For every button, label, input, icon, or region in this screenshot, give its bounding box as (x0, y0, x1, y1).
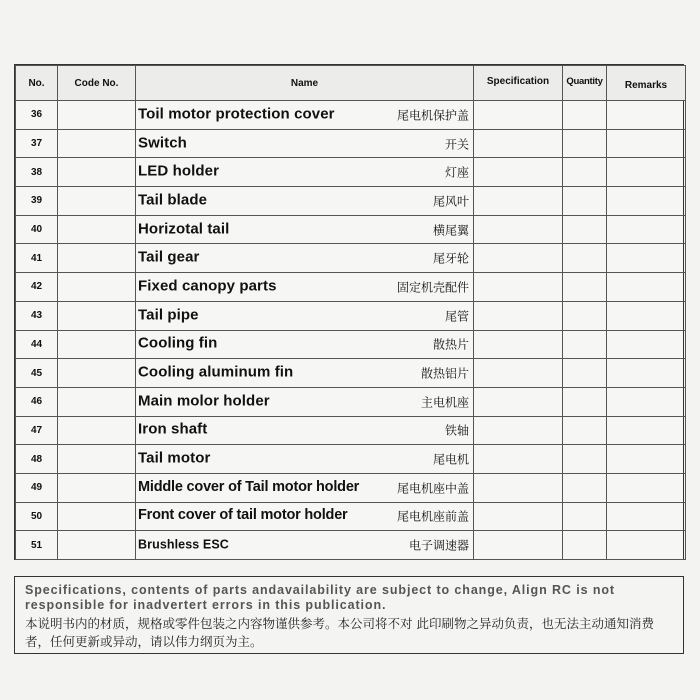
code-no-cell (58, 215, 136, 244)
code-no-cell (58, 531, 136, 560)
row-number: 46 (16, 387, 58, 416)
part-name-english: Tail motor (138, 449, 211, 467)
table-row (16, 215, 686, 244)
part-name-chinese: 开关 (444, 137, 469, 152)
row-number: 43 (16, 301, 58, 330)
parts-table (15, 65, 686, 560)
row-number: 44 (16, 330, 58, 359)
part-name-english: Brushless ESC (138, 537, 229, 552)
row-number: 48 (16, 445, 58, 474)
code-no-cell (58, 387, 136, 416)
part-name-chinese: 尾风叶 (432, 194, 469, 209)
part-name-chinese: 散热铝片 (420, 366, 469, 381)
quantity-cell (563, 359, 607, 388)
part-name-cell (136, 473, 474, 502)
code-no-cell (58, 101, 136, 130)
specification-cell (474, 244, 563, 273)
part-name-cell (136, 158, 474, 187)
part-name-cell (136, 502, 474, 531)
part-name-cell (136, 101, 474, 130)
part-name-english: Tail pipe (138, 306, 199, 324)
remarks-cell (607, 359, 686, 388)
part-name-cell (136, 273, 474, 302)
row-number: 51 (16, 531, 58, 560)
row-number: 39 (16, 187, 58, 216)
table-row (16, 359, 686, 388)
remarks-cell (607, 158, 686, 187)
remarks-cell (607, 273, 686, 302)
disclaimer-english: Specifications, contents of parts andavailability are subject to change, Align RC is not responsible for inadvertert errors in this publication. (25, 583, 615, 612)
quantity-cell (563, 158, 607, 187)
part-name-chinese: 尾电机座前盖 (396, 509, 469, 524)
parts-table-frame (14, 64, 684, 560)
specification-cell (474, 473, 563, 502)
table-row (16, 301, 686, 330)
remarks-cell (607, 531, 686, 560)
remarks-cell (607, 387, 686, 416)
table-row (16, 416, 686, 445)
code-no-cell (58, 359, 136, 388)
table-row (16, 158, 686, 187)
part-name-chinese: 尾电机座中盖 (396, 481, 469, 496)
part-name-english: Iron shaft (138, 421, 208, 439)
row-number: 41 (16, 244, 58, 273)
part-name-english: Tail gear (138, 248, 200, 266)
part-name-cell (136, 531, 474, 560)
specification-cell (474, 301, 563, 330)
quantity-cell (563, 330, 607, 359)
code-no-cell (58, 416, 136, 445)
row-number: 38 (16, 158, 58, 187)
part-name-chinese: 固定机壳配件 (396, 280, 469, 295)
row-number: 47 (16, 416, 58, 445)
specification-cell (474, 416, 563, 445)
part-name-chinese: 尾管 (444, 309, 469, 324)
specification-cell (474, 129, 563, 158)
part-name-cell (136, 187, 474, 216)
code-no-cell (58, 187, 136, 216)
code-no-cell (58, 244, 136, 273)
header-specification: Specification (474, 66, 563, 101)
part-name-chinese: 灯座 (444, 165, 469, 180)
specification-cell (474, 215, 563, 244)
remarks-cell (607, 473, 686, 502)
row-number: 50 (16, 502, 58, 531)
part-name-english: Cooling aluminum fin (138, 363, 294, 381)
specification-cell (474, 531, 563, 560)
code-no-cell (58, 273, 136, 302)
specification-cell (474, 502, 563, 531)
specification-cell (474, 359, 563, 388)
part-name-english: Horizotal tail (138, 220, 230, 238)
remarks-cell (607, 416, 686, 445)
part-name-english: Main molor holder (138, 392, 270, 410)
quantity-cell (563, 101, 607, 130)
part-name-chinese: 尾电机 (432, 452, 469, 467)
table-row (16, 101, 686, 130)
quantity-cell (563, 187, 607, 216)
part-name-cell (136, 301, 474, 330)
row-number: 42 (16, 273, 58, 302)
row-number: 49 (16, 473, 58, 502)
code-no-cell (58, 445, 136, 474)
quantity-cell (563, 445, 607, 474)
header-quantity: Quantity (563, 66, 607, 101)
remarks-cell (607, 101, 686, 130)
remarks-cell (607, 502, 686, 531)
part-name-cell (136, 129, 474, 158)
table-row (16, 129, 686, 158)
table-row (16, 445, 686, 474)
table-row (16, 244, 686, 273)
quantity-cell (563, 301, 607, 330)
part-name-english: LED holder (138, 162, 220, 180)
remarks-cell (607, 187, 686, 216)
table-row (16, 330, 686, 359)
part-name-cell (136, 416, 474, 445)
remarks-cell (607, 330, 686, 359)
row-number: 37 (16, 129, 58, 158)
code-no-cell (58, 301, 136, 330)
header-no: No. (16, 66, 58, 101)
part-name-chinese: 横尾翼 (432, 223, 469, 238)
part-name-chinese: 散热片 (432, 337, 469, 352)
specification-cell (474, 330, 563, 359)
quantity-cell (563, 244, 607, 273)
part-name-cell (136, 359, 474, 388)
quantity-cell (563, 387, 607, 416)
code-no-cell (58, 158, 136, 187)
code-no-cell (58, 502, 136, 531)
remarks-cell (607, 301, 686, 330)
specification-cell (474, 101, 563, 130)
remarks-cell (607, 215, 686, 244)
part-name-cell (136, 330, 474, 359)
part-name-english: Cooling fin (138, 334, 218, 352)
table-row (16, 502, 686, 531)
specification-cell (474, 158, 563, 187)
quantity-cell (563, 215, 607, 244)
remarks-cell (607, 129, 686, 158)
part-name-cell (136, 387, 474, 416)
quantity-cell (563, 273, 607, 302)
table-row (16, 387, 686, 416)
specification-cell (474, 445, 563, 474)
part-name-cell (136, 445, 474, 474)
quantity-cell (563, 502, 607, 531)
row-number: 36 (16, 101, 58, 130)
specification-cell (474, 187, 563, 216)
quantity-cell (563, 473, 607, 502)
code-no-cell (58, 129, 136, 158)
table-row (16, 187, 686, 216)
quantity-cell (563, 416, 607, 445)
table-row (16, 473, 686, 502)
part-name-chinese: 尾牙轮 (432, 251, 469, 266)
disclaimer-chinese: 本说明书内的材质，规格或零件包装之内容物谨供参考。本公司将不对 此印刷物之异动负责，也无法主动通知消费者，任何更新或异动，请以伟力纲页为主。 (25, 616, 654, 649)
table-row (16, 531, 686, 560)
row-number: 40 (16, 215, 58, 244)
part-name-chinese: 铁轴 (444, 423, 469, 438)
part-name-english: Fixed canopy parts (138, 277, 277, 295)
part-name-english: Front cover of tail motor holder (138, 507, 348, 524)
quantity-cell (563, 531, 607, 560)
part-name-english: Middle cover of Tail motor holder (138, 478, 360, 495)
part-name-english: Toil motor protection cover (138, 105, 335, 123)
part-name-english: Tail blade (138, 191, 208, 209)
header-name: Name (136, 66, 474, 101)
specification-cell (474, 387, 563, 416)
quantity-cell (563, 129, 607, 158)
remarks-cell (607, 445, 686, 474)
row-number: 45 (16, 359, 58, 388)
specification-cell (474, 273, 563, 302)
header-remarks: Remarks (607, 66, 686, 101)
code-no-cell (58, 330, 136, 359)
disclaimer-box (14, 576, 684, 654)
part-name-cell (136, 244, 474, 273)
table-header-row (16, 66, 686, 101)
part-name-english: Switch (138, 134, 187, 152)
part-name-chinese: 电子调速器 (408, 538, 469, 553)
part-name-chinese: 主电机座 (420, 395, 469, 410)
code-no-cell (58, 473, 136, 502)
remarks-cell (607, 244, 686, 273)
table-row (16, 273, 686, 302)
part-name-cell (136, 215, 474, 244)
part-name-chinese: 尾电机保护盖 (396, 108, 469, 123)
header-code-no: Code No. (58, 66, 136, 101)
